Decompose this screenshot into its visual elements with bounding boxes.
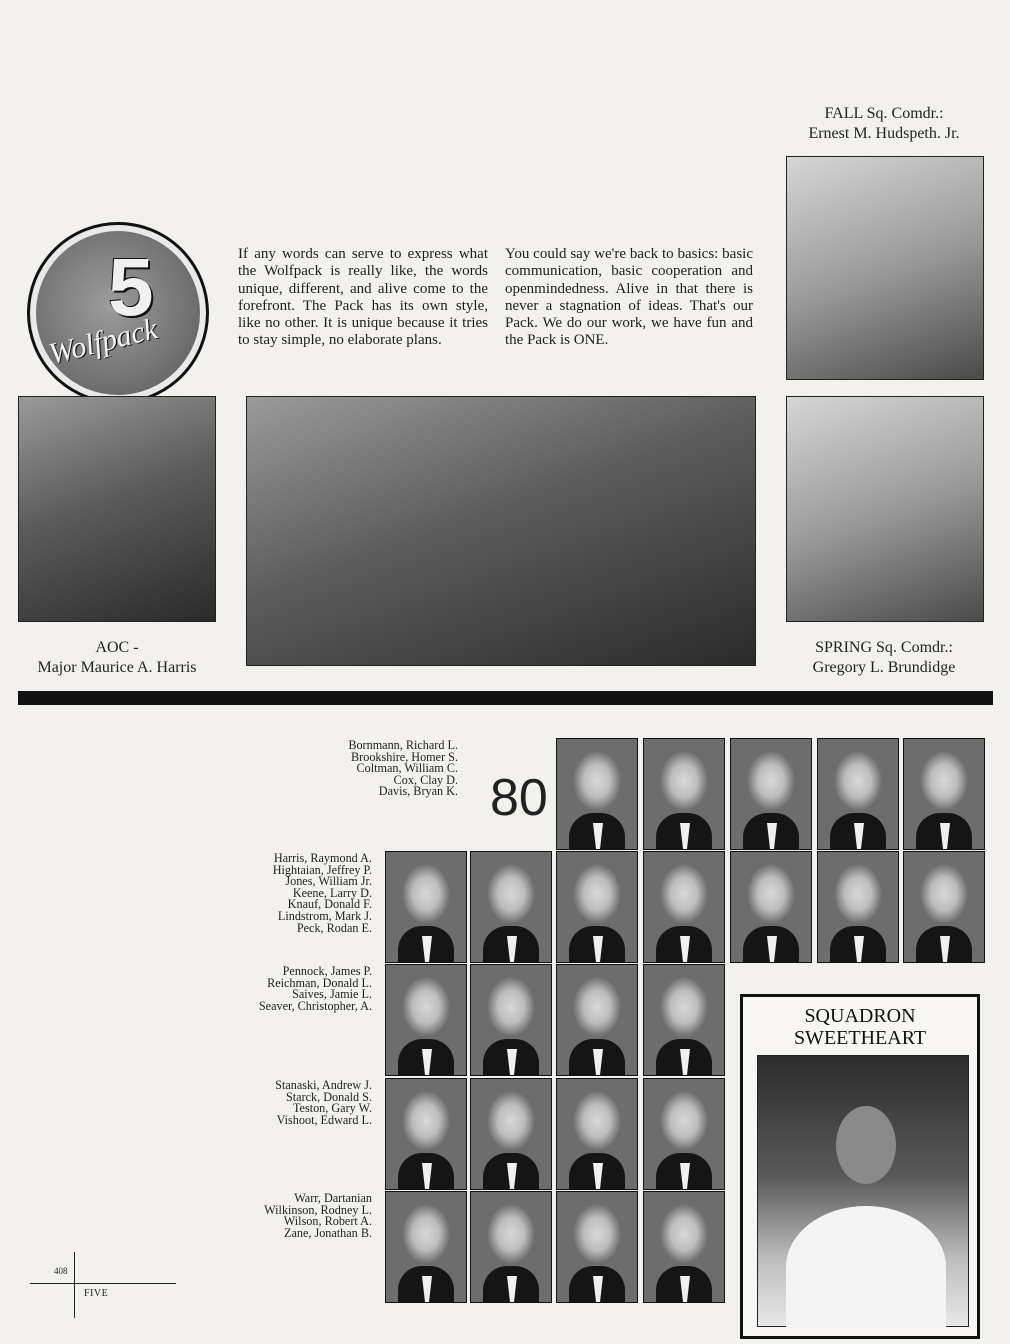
member-name: Pennock, James P.: [282, 964, 372, 978]
class-year: 80: [490, 769, 548, 827]
aoc-title: AOC -: [95, 639, 139, 656]
portrait: [643, 964, 725, 1076]
spring-commander-caption: [770, 638, 998, 678]
member-name: Lindstrom, Mark J.: [277, 908, 372, 923]
name-group-3: [259, 966, 372, 1012]
fall-commander-title: FALL Sq. Comdr.:: [824, 105, 944, 122]
fall-commander-caption: [770, 104, 998, 144]
portrait: [385, 964, 467, 1076]
member-name: Starck, Donald S.: [286, 1089, 372, 1104]
group-photo: [246, 396, 756, 666]
member-name: Vishoot, Edward L.: [276, 1112, 372, 1127]
aoc-photo: [18, 396, 216, 622]
patch-number: 5: [108, 242, 154, 333]
member-name: Coltman, William C.: [356, 761, 458, 776]
page-number: 408: [54, 1266, 68, 1276]
member-name: Harris, Raymond A.: [273, 851, 372, 865]
spring-commander-title: SPRING Sq. Comdr.:: [815, 639, 953, 656]
name-group-4: [275, 1080, 372, 1126]
member-name: Wilkinson, Rodney L.: [264, 1202, 372, 1217]
member-name: Wilson, Robert A.: [283, 1214, 372, 1229]
folio-horizontal-rule: [30, 1283, 176, 1284]
member-name: Reichman, Donald L.: [267, 975, 372, 990]
name-group-5: [264, 1193, 372, 1239]
section-label: FIVE: [84, 1288, 109, 1299]
portrait: [730, 851, 812, 963]
aoc-name: Major Maurice A. Harris: [37, 659, 197, 676]
member-name: Keene, Larry D.: [292, 885, 372, 900]
portrait: [385, 1078, 467, 1190]
member-name: Hightaian, Jeffrey P.: [272, 862, 372, 877]
aoc-caption: [18, 638, 216, 678]
portrait: [817, 738, 899, 850]
patch-word: Wolfpack: [45, 312, 161, 371]
portrait: [903, 851, 985, 963]
member-name: Davis, Bryan K.: [378, 784, 458, 799]
member-name: Jones, William Jr.: [285, 874, 372, 889]
folio-vertical-rule: [74, 1252, 75, 1318]
portrait: [643, 738, 725, 850]
member-name: Saives, Jamie L.: [292, 987, 372, 1002]
portrait: [470, 1078, 552, 1190]
name-group-1: [348, 740, 458, 798]
member-name: Knauf, Donald F.: [287, 897, 372, 912]
intro-column-2: You could say we're back to basics: basic communication, basic cooperation and openmindedness. Alive in that there is never a stagnation of ideas. That's our Pack. We do our work, we have fun and the Pack is ONE.: [505, 246, 753, 349]
sweetheart-photo: [757, 1055, 969, 1327]
sweetheart-panel: [740, 994, 980, 1339]
spring-commander-photo: [786, 396, 984, 622]
portrait: [643, 1078, 725, 1190]
portrait: [385, 1191, 467, 1303]
portrait: [470, 1191, 552, 1303]
portrait: [643, 851, 725, 963]
sweetheart-face: [836, 1106, 896, 1184]
sweetheart-title: [743, 1005, 977, 1049]
sweetheart-title-line1: SQUADRON: [804, 1005, 916, 1027]
member-name: Bornmann, Richard L.: [348, 738, 458, 752]
portrait: [903, 738, 985, 850]
member-name: Peck, Rodan E.: [296, 920, 372, 935]
sweetheart-dress: [786, 1206, 946, 1328]
portrait: [385, 851, 467, 963]
portrait: [470, 964, 552, 1076]
portrait: [556, 964, 638, 1076]
member-name: Seaver, Christopher, A.: [258, 998, 372, 1013]
intro-column-1: If any words can serve to express what the Wolfpack is really like, the words unique, different, and alive come to the forefront. The Pack has its own style, like no other. It is unique because it tries to stay simple, no elaborate plans.: [238, 246, 488, 349]
member-name: Zane, Jonathan B.: [284, 1225, 372, 1240]
fall-commander-photo: [786, 156, 984, 380]
member-name: Cox, Clay D.: [393, 772, 458, 787]
portrait: [470, 851, 552, 963]
squadron-patch: [27, 222, 209, 404]
portrait: [817, 851, 899, 963]
fall-commander-name: Ernest M. Hudspeth. Jr.: [808, 125, 960, 142]
member-name: Teston, Gary W.: [292, 1101, 372, 1116]
portrait: [556, 738, 638, 850]
section-divider: [18, 691, 993, 705]
spring-commander-name: Gregory L. Brundidge: [812, 659, 956, 676]
member-name: Brookshire, Homer S.: [351, 749, 458, 764]
portrait: [556, 1078, 638, 1190]
portrait: [730, 738, 812, 850]
portrait: [643, 1191, 725, 1303]
sweetheart-title-line2: SWEETHEART: [793, 1027, 927, 1049]
portrait: [556, 1191, 638, 1303]
member-name: Stanaski, Andrew J.: [275, 1078, 372, 1092]
name-group-2: [273, 853, 372, 934]
portrait: [556, 851, 638, 963]
member-name: Warr, Dartanian: [294, 1191, 372, 1205]
